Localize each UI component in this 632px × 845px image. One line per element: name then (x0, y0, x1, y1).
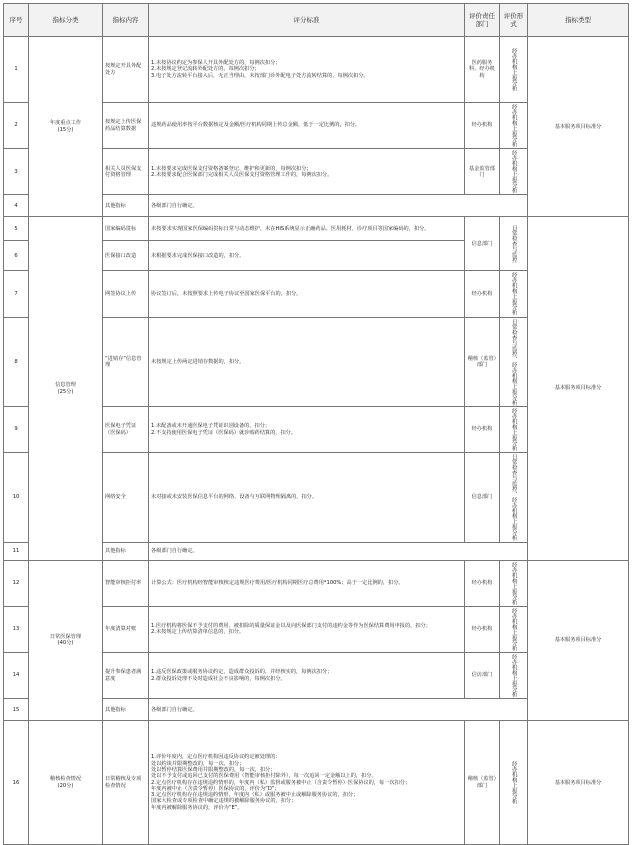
scoring-standard: 各级部门自行确定。 (149, 699, 528, 721)
row-number: 12 (4, 560, 29, 606)
row-number: 16 (4, 721, 29, 845)
row-number: 11 (4, 542, 29, 560)
responsible-dept: 经办机构 (465, 407, 500, 453)
responsible-dept: 信息部门 (465, 453, 500, 542)
evaluation-form: 日常检查与监控、经办机构上报分析 (500, 453, 528, 542)
type-info: 基本服务项目标准分 (528, 217, 629, 560)
scoring-standard: 未按规定上传两定进销存数据的，扣分。 (149, 317, 465, 406)
evaluation-table (3, 3, 629, 845)
responsible-dept: 经办机构 (465, 560, 500, 606)
row-number: 14 (4, 653, 29, 699)
responsible-dept: 经办机构 (465, 271, 500, 317)
indicator-content: 医保接口改造 (103, 241, 149, 271)
indicator-content: 按规定上传医保药品结算数据 (103, 103, 149, 149)
evaluation-form: 经办机构上报分析 (500, 606, 528, 652)
evaluation-form: 经办机构上报分析 (500, 103, 528, 149)
indicator-content: 提升参保患者满意度 (103, 653, 149, 699)
evaluation-form: 经办机构上报分析 (500, 653, 528, 699)
header-standard: 评分标准 (149, 4, 465, 37)
responsible-dept: 信访部门 (465, 653, 500, 699)
scoring-standard: 1.未配备或未开通医保电子凭证识别设备的，扣分； 2.不支持使用医保电子凭证（医保码）就诊购药结算的，扣分。 (149, 407, 465, 453)
evaluation-form: 日常检查与监控 (500, 217, 528, 271)
responsible-dept: 稽核（监管）部门 (465, 317, 500, 406)
scoring-standard: 1.医疗机构将医保不予支付的费用、被扣除的质量保证金以及向医保部门支付的违约金等作为医保结算费用申报的，扣分； 2.未按规定上传结算清单信息的，扣分。 (149, 606, 465, 652)
evaluation-form: 经办机构上报分析 (500, 407, 528, 453)
table-row (4, 217, 629, 241)
category-audit: 稽核检查情况 (20分) (29, 721, 103, 845)
responsible-dept: 经办机构 (465, 606, 500, 652)
header-content: 指标内容 (103, 4, 149, 37)
scoring-standard: 1.未按协议约定为参保人开具外配处方的，每例次扣分； 2.未按规定登记流转外配处方的，每例次扣分； 3.电子处方流转平台接入后，无正当理由，未按部门诊外配电子处方流转结算的，每例次扣分。 (149, 37, 465, 103)
row-number: 15 (4, 699, 29, 721)
row-number: 10 (4, 453, 29, 542)
evaluation-form: 经办机构上报分析 (500, 560, 528, 606)
evaluation-form: 经办机构上报分析 (500, 271, 528, 317)
responsible-dept: 基金监管部门 (465, 149, 500, 195)
type-annual: 基本服务项目标准分 (528, 37, 629, 217)
scoring-standard: 未根据要求完成医保接口改造的，扣分。 (149, 241, 465, 271)
type-audit: 基本服务项目标准分 (528, 721, 629, 845)
scoring-standard: 计算公式：医疗机构经智能审核核定违规医疗费用/医疗机构同期医疗总费用*100%；高于一定比例的，扣分。 (149, 560, 465, 606)
indicator-content: 网签协议上传 (103, 271, 149, 317)
row-number: 5 (4, 217, 29, 241)
scoring-standard: 1.评价年度内，定点医疗机构因违反协议约定被处理的： 处以约谈并限期整改的，每一次，扣分； 处以暂停结算医保费用并限期整改的，每一次，扣分； 处以不予支付或追回已支付的医保费用（智能审核拒付除外），每一次追回一定金额以上的，扣分。 2.定点医疗机构存在违规违约情形的，年度内（私）监督或服务被中止（含责令暂停）医保协议的，每一次扣分； 年度内被中止（含责令暂停）医保协议的，评价为“D”； 3.定点医疗机构存在违规违约情形，年度内（私）或服务被中止或解除服务协议的，扣分； 国家大检查或专项检查中确定违规的被解除服务协议的，扣分； 年度内被解除服务协议的，评价为“E”。 (149, 721, 465, 845)
category-info: 信息管理 (25分) (29, 217, 103, 560)
header-category: 指标分类 (29, 4, 103, 37)
indicator-content: 网络安全 (103, 453, 149, 542)
row-number: 3 (4, 149, 29, 195)
header-row (4, 4, 629, 37)
evaluation-form: 经办机构上报分析 (500, 37, 528, 103)
header-type: 指标类型 (528, 4, 629, 37)
scoring-standard: 各级部门自行确定。 (149, 542, 528, 560)
scoring-standard: 1.违反医保政策或服务协议约定，造成群众投诉的，并经核实的，每例次扣分； 2.群众投诉处理不及时造成社会不良影响的，每例次扣分。 (149, 653, 465, 699)
evaluation-form: 经办机构上报分析 (500, 149, 528, 195)
scoring-standard: 协议签订后，未按照要求上传电子协议至国家医保平台的，扣分。 (149, 271, 465, 317)
row-number: 9 (4, 407, 29, 453)
row-number: 6 (4, 241, 29, 271)
header-seq: 序号 (4, 4, 29, 37)
indicator-content: 其他指标 (103, 195, 149, 217)
row-number: 13 (4, 606, 29, 652)
row-number: 7 (4, 271, 29, 317)
indicator-content: 相关人员医保支付资格管理 (103, 149, 149, 195)
row-number: 2 (4, 103, 29, 149)
indicator-content: 国家编码贯标 (103, 217, 149, 241)
table-row (4, 721, 629, 845)
evaluation-form: 日常检查与监控、经办机构上报分析 (500, 317, 528, 406)
evaluation-form: 经办机构上报分析 (500, 721, 528, 845)
scoring-standard: 各级部门自行确定。 (149, 195, 528, 217)
indicator-content: 医保电子凭证（医保码） (103, 407, 149, 453)
indicator-content: 智能审核拒付率 (103, 560, 149, 606)
responsible-dept: 信息部门 (465, 217, 500, 271)
responsible-dept: 医药服务科、经办机构 (465, 37, 500, 103)
responsible-dept: 稽核（监管）部门 (465, 721, 500, 845)
responsible-dept: 经办机构 (465, 103, 500, 149)
table-row (4, 37, 629, 103)
header-dept: 评价责任部门 (465, 4, 500, 37)
row-number: 8 (4, 317, 29, 406)
header-form: 评价形式 (500, 4, 528, 37)
table-row (4, 560, 629, 606)
indicator-content: 其他指标 (103, 699, 149, 721)
scoring-standard: 未对接或未安装医保信息平台的网络、设备与互联网物理隔离的，扣分。 (149, 453, 465, 542)
scoring-standard: 违规药品使用率按平台数据核定及金额/医疗机构同期上传总金额，低于一定比例的，扣分。 (149, 103, 465, 149)
row-number: 1 (4, 37, 29, 103)
scoring-standard: 未按要求实现国家医保编码贯标日常与动态维护，未在HIS系统显示正确药品、医用耗材、诊疗项目等国家编码的，扣分。 (149, 217, 465, 241)
indicator-content: 年度清算对账 (103, 606, 149, 652)
type-daily: 基本服务项目标准分 (528, 560, 629, 721)
indicator-content: “进销存”信息管理 (103, 317, 149, 406)
indicator-content: 按规定开具外配处方 (103, 37, 149, 103)
category-daily: 日常医保管理 (40分) (29, 560, 103, 721)
indicator-content: 其他指标 (103, 542, 149, 560)
row-number: 4 (4, 195, 29, 217)
category-annual: 年度重点工作 (15分) (29, 37, 103, 217)
scoring-standard: 1.未按要求完成医保支付资格备案登记、维护和更新的，每例次扣分； 2.未按要求配合医保部门完成相关人员医保支付资格管理工作的，每例次扣分。 (149, 149, 465, 195)
indicator-content: 日常稽核及专项检查情况 (103, 721, 149, 845)
